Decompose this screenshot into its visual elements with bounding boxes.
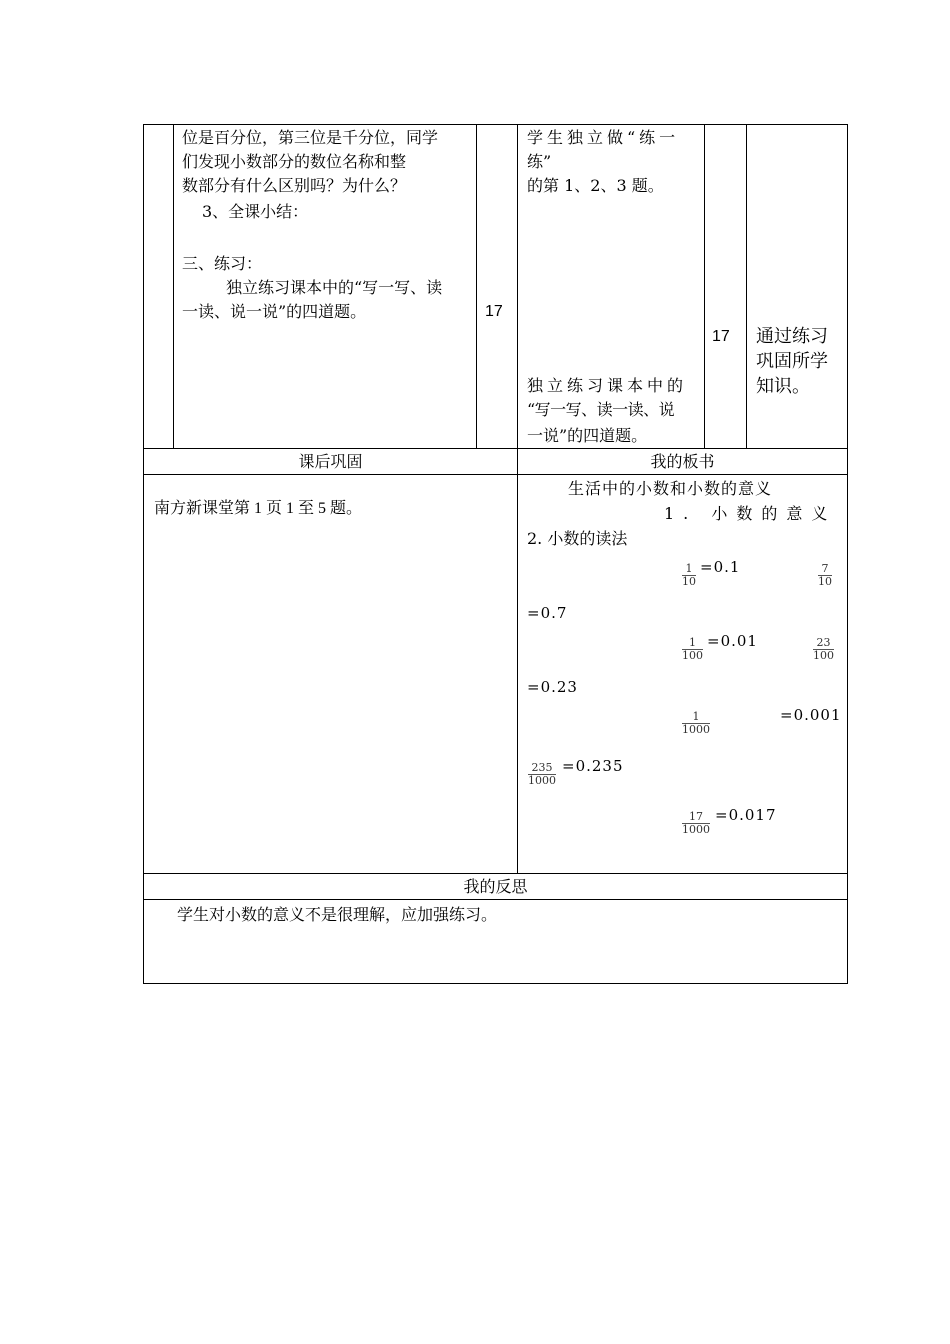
fraction-numerator: 1 <box>692 710 700 723</box>
col-divider-5 <box>746 124 747 449</box>
fraction-numerator: 1 <box>685 562 693 575</box>
fraction-value: =0.017 <box>715 806 777 824</box>
row-divider-4 <box>143 899 848 900</box>
fraction-value: =0.01 <box>707 632 758 650</box>
fraction-numerator: 17 <box>689 810 703 823</box>
fraction-denominator: 10 <box>682 575 696 588</box>
content-line: 三、练习： <box>182 254 263 273</box>
fraction-value: =0.1 <box>700 558 741 576</box>
row-divider-1 <box>143 448 848 449</box>
fraction <box>682 637 703 662</box>
board-header: 我的板书 <box>650 452 715 471</box>
fraction-value: =0.23 <box>527 678 578 696</box>
fraction-numerator: 7 <box>821 562 829 575</box>
activity-line: 独立练习课本中的 <box>527 376 688 395</box>
board-item-2: 2. 小数的读法 <box>527 529 628 548</box>
fraction-numerator: 1 <box>689 636 696 649</box>
fraction-denominator: 1000 <box>528 774 556 787</box>
homework-text: 南方新课堂第 1 页 1 至 5 题。 <box>154 500 363 517</box>
time-cell-2: 17 <box>712 328 730 345</box>
fraction-denominator: 10 <box>818 575 832 588</box>
table-border-top <box>143 124 848 125</box>
activity-line: 一说”的四道题。 <box>527 426 648 445</box>
col-divider-4 <box>704 124 705 449</box>
board-item-1: 1. 小数的意义 <box>664 504 837 523</box>
content-line: 一读、说一说”的四道题。 <box>182 302 367 321</box>
board-title: 生活中的小数和小数的意义 <box>568 479 773 498</box>
fraction <box>813 637 834 662</box>
fraction <box>682 563 696 588</box>
row-divider-3 <box>143 873 848 874</box>
activity-line: 学生独立做“练一 <box>527 128 680 147</box>
row-divider-2 <box>143 474 848 475</box>
fraction-denominator: 1000 <box>682 723 710 736</box>
fraction <box>818 563 832 588</box>
content-line: 3、全课小结： <box>202 202 309 221</box>
content-line: 独立练习课本中的“写一写、读 <box>226 278 443 297</box>
activity-line: 的第 1、2、3 题。 <box>527 176 664 195</box>
table-border-bottom <box>143 983 848 984</box>
fraction-denominator: 100 <box>682 649 703 662</box>
purpose-line: 巩固所学 <box>756 351 828 372</box>
col-divider-1 <box>173 124 174 449</box>
fraction-value: =0.7 <box>527 604 568 622</box>
homework-header: 课后巩固 <box>298 452 363 471</box>
fraction <box>682 811 710 836</box>
reflection-header: 我的反思 <box>463 877 528 896</box>
table-border-left <box>143 124 144 984</box>
fraction-denominator: 100 <box>813 649 834 662</box>
reflection-text: 学生对小数的意义不是很理解，应加强练习。 <box>177 905 498 924</box>
purpose-line: 通过练习 <box>756 326 828 347</box>
fraction <box>528 762 556 787</box>
fraction-denominator: 1000 <box>682 823 710 836</box>
table-border-right <box>847 124 848 984</box>
content-line: 们发现小数部分的数位名称和整 <box>182 152 407 171</box>
time-cell-1: 17 <box>485 303 503 320</box>
col-divider-3 <box>517 124 518 874</box>
content-line: 数部分有什么区别吗？为什么？ <box>182 176 407 195</box>
content-line: 位是百分位，第三位是千分位，同学 <box>182 128 439 147</box>
col-divider-2 <box>476 124 477 449</box>
fraction-numerator: 235 <box>531 761 553 774</box>
fraction-value: =0.001 <box>780 706 842 724</box>
activity-line: “写一写、读一读、说 <box>527 400 675 419</box>
fraction-numerator: 23 <box>816 636 831 649</box>
activity-line: 练” <box>527 152 552 171</box>
fraction <box>682 711 710 736</box>
purpose-line: 知识。 <box>756 376 810 397</box>
fraction-value: =0.235 <box>562 757 624 775</box>
